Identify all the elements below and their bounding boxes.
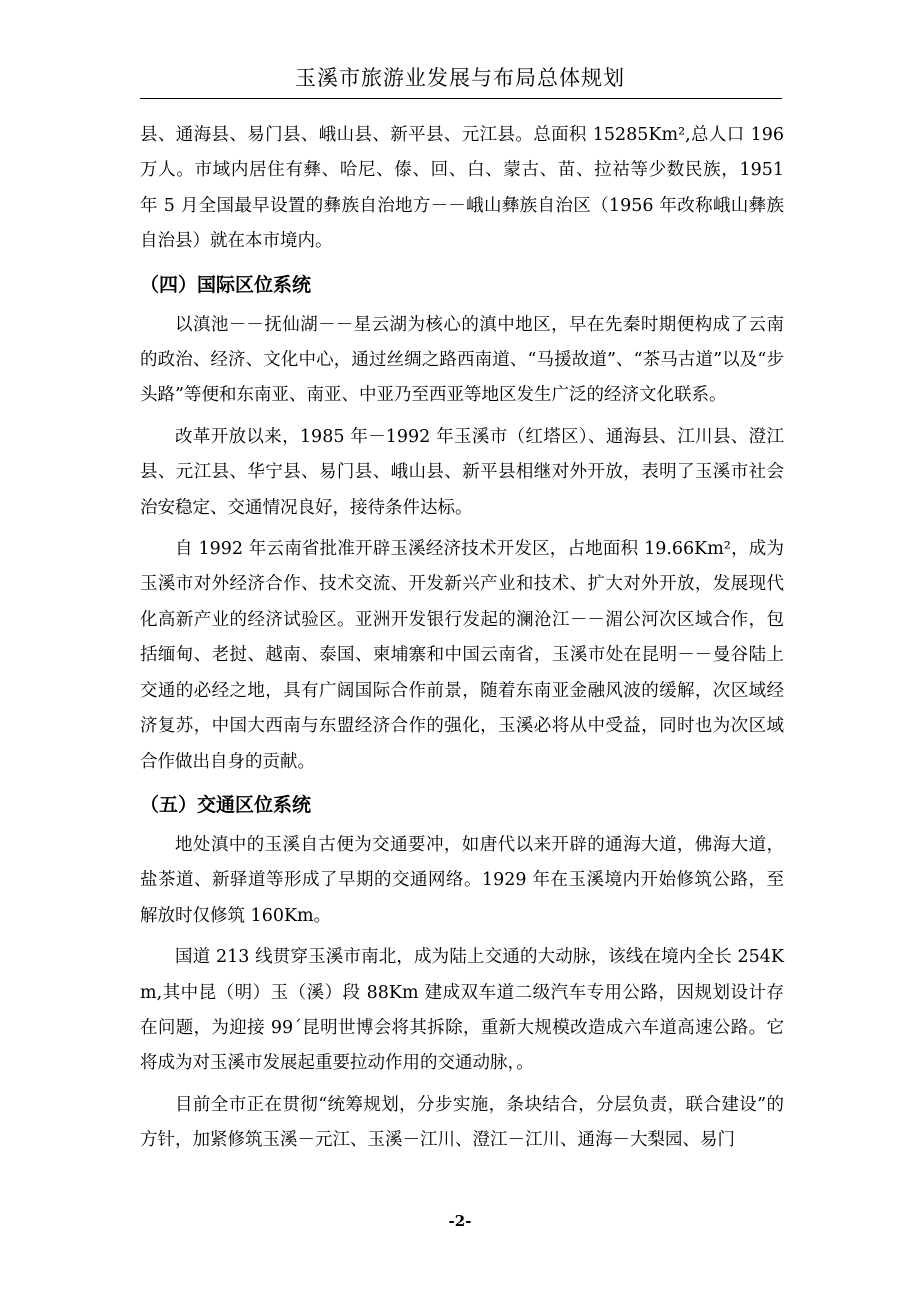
paragraph: 以滇池－－抚仙湖－－星云湖为核心的滇中地区，早在先秦时期便构成了云南的政治、经济、文化中心，通过丝绸之路西南道、“马援故道”、“茶马古道”以及“步头路”等便和东南亚、南亚、中亚乃至西亚等地区发生广泛的经济文化联系。: [140, 314, 784, 406]
paragraph-intro: 县、通海县、易门县、峨山县、新平县、元江县。总面积 15285Km²,总人口 196 万人。市域内居住有彝、哈尼、傣、回、白、蒙古、苗、拉祜等少数民族，1951 年 5 月全国最早设置的彝族自治地方－－峨山彝族自治区（1956 年改称峨山彝族自治县）就在本市境内。: [140, 125, 784, 252]
header-divider: [140, 98, 782, 99]
paragraph: 自 1992 年云南省批准开辟玉溪经济技术开发区，占地面积 19.66Km²，成为玉溪市对外经济合作、技术交流、开发新兴产业和技术、扩大对外开放，发展现代化高新产业的经济试验区。亚洲开发银行发起的澜沧江－－湄公河次区域合作，包括缅甸、老挝、越南、泰国、柬埔寨和中国云南省，玉溪市处在昆明－－曼谷陆上交通的必经之地，具有广阔国际合作前景，随着东南亚金融风波的缓解，次区域经济复苏，中国大西南与东盟经济合作的强化，玉溪必将从中受益，同时也为次区域合作做出自身的贡献。: [140, 539, 784, 772]
paragraph: 目前全市正在贯彻“统筹规划，分步实施，条块结合，分层负责，联合建设”的方针，加紧修筑玉溪－元江、玉溪－江川、澄江－江川、通海－大梨园、易门: [140, 1094, 784, 1151]
document-body: [140, 118, 784, 1159]
paragraph: 地处滇中的玉溪自古便为交通要冲，如唐代以来开辟的通海大道，佛海大道，盐茶道、新驿道等形成了早期的交通网络。1929 年在玉溪境内开始修筑公路，至解放时仅修筑 160Km。: [140, 834, 784, 926]
paragraph: 国道 213 线贯穿玉溪市南北，成为陆上交通的大动脉，该线在境内全长 254Km,其中昆（明）玉（溪）段 88Km 建成双车道二级汽车专用公路，因规划设计存在问题，为迎接 99´昆明世博会将其拆除，重新大规模改造成六车道高速公路。它将成为对玉溪市发展起重要拉动作用的交通动脉，。: [140, 947, 784, 1074]
section-heading-international: （四）国际区位系统: [140, 273, 312, 296]
page-header-title: 玉溪市旅游业发展与布局总体规划: [295, 66, 625, 90]
paragraph: 改革开放以来，1985 年－1992 年玉溪市（红塔区）、通海县、江川县、澄江县、元江县、华宁县、易门县、峨山县、新平县相继对外开放，表明了玉溪市社会治安稳定、交通情况良好，接待条件达标。: [140, 426, 784, 518]
section-heading-transport: （五）交通区位系统: [140, 793, 312, 816]
page-number: -2-: [448, 1212, 472, 1230]
